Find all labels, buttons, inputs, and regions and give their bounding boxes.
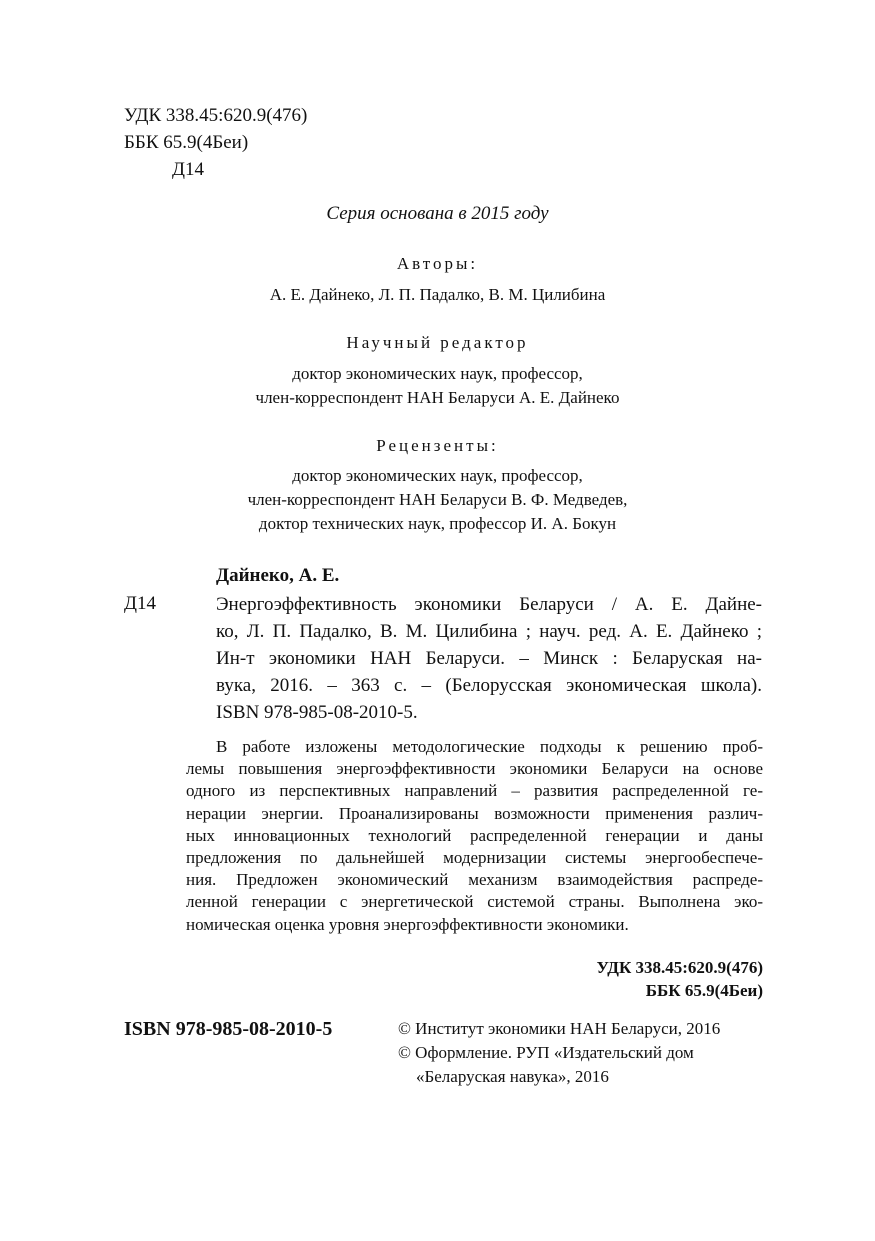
authors-names: А. Е. Дайнеко, Л. П. Падалко, В. М. Цилибина bbox=[269, 285, 606, 304]
reviewer-line: доктор технических наук, профессор И. А. Бокун bbox=[258, 514, 617, 533]
annotation-line: ния. Предложен экономический механизм взаимодействия распреде- bbox=[186, 870, 763, 890]
bbk-code: ББК 65.9(4Беи) bbox=[124, 132, 249, 153]
copyright-line: © Оформление. РУП «Издательский дом bbox=[398, 1043, 694, 1062]
annotation-line: номическая оценка уровня энергоэффективности экономики. bbox=[186, 914, 629, 934]
record-mark: Д14 bbox=[124, 593, 156, 614]
author-mark: Д14 bbox=[172, 159, 204, 180]
annotation-line: лемы повышения энергоэффективности экономики Беларуси на основе bbox=[186, 759, 763, 779]
annotation-line: одного из перспективных направлений – развития распределенной ге- bbox=[186, 781, 763, 801]
annotation-line: предложения по дальнейшей модернизации системы энергообеспече- bbox=[186, 847, 763, 867]
copyright-line: © Институт экономики НАН Беларуси, 2016 bbox=[398, 1019, 721, 1038]
bib-line: вука, 2016. – 363 с. – (Белорусская экономическая школа). bbox=[216, 675, 762, 696]
bib-line: ISBN 978-985-08-2010-5. bbox=[216, 702, 418, 723]
udk-code: УДК 338.45:620.9(476) bbox=[124, 105, 308, 126]
bibliographic-description bbox=[216, 591, 762, 726]
reviewer-line: доктор экономических наук, профессор, bbox=[292, 466, 583, 485]
bib-line: Энергоэффективность экономики Беларуси / А. Е. Дайне- bbox=[216, 594, 762, 615]
authors-heading: Авторы: bbox=[396, 254, 479, 273]
annotation bbox=[186, 736, 763, 936]
footer-bbk-code: ББК 65.9(4Беи) bbox=[645, 981, 763, 1000]
reviewers-heading: Рецензенты: bbox=[376, 436, 499, 455]
main-author: Дайнеко, А. Е. bbox=[216, 565, 340, 586]
reviewer-line: член-корреспондент НАН Беларуси В. Ф. Медведев, bbox=[247, 490, 628, 509]
copyright-line: «Беларуская навука», 2016 bbox=[416, 1067, 609, 1086]
editor-line: доктор экономических наук, профессор, bbox=[292, 364, 583, 383]
editor-line: член-корреспондент НАН Беларуси А. Е. Дайнеко bbox=[255, 388, 620, 407]
annotation-line: ленной генерации с энергетической системой страны. Выполнена эко- bbox=[186, 892, 763, 912]
annotation-line: ных инновационных технологий распределенной генерации и даны bbox=[186, 825, 763, 845]
bib-line: ко, Л. П. Падалко, В. М. Цилибина ; науч. ред. А. Е. Дайнеко ; bbox=[216, 621, 762, 642]
annotation-line: нерации энергии. Проанализированы возможности применения различ- bbox=[186, 803, 763, 823]
editor-heading: Научный редактор bbox=[346, 333, 529, 352]
footer-udk-code: УДК 338.45:620.9(476) bbox=[596, 958, 763, 977]
isbn: ISBN 978-985-08-2010-5 bbox=[124, 1018, 333, 1040]
annotation-line: В работе изложены методологические подходы к решению проб- bbox=[216, 737, 763, 756]
series-note: Серия основана в 2015 году bbox=[326, 203, 549, 224]
bib-line: Ин-т экономики НАН Беларуси. – Минск : Беларуская на- bbox=[216, 648, 762, 669]
